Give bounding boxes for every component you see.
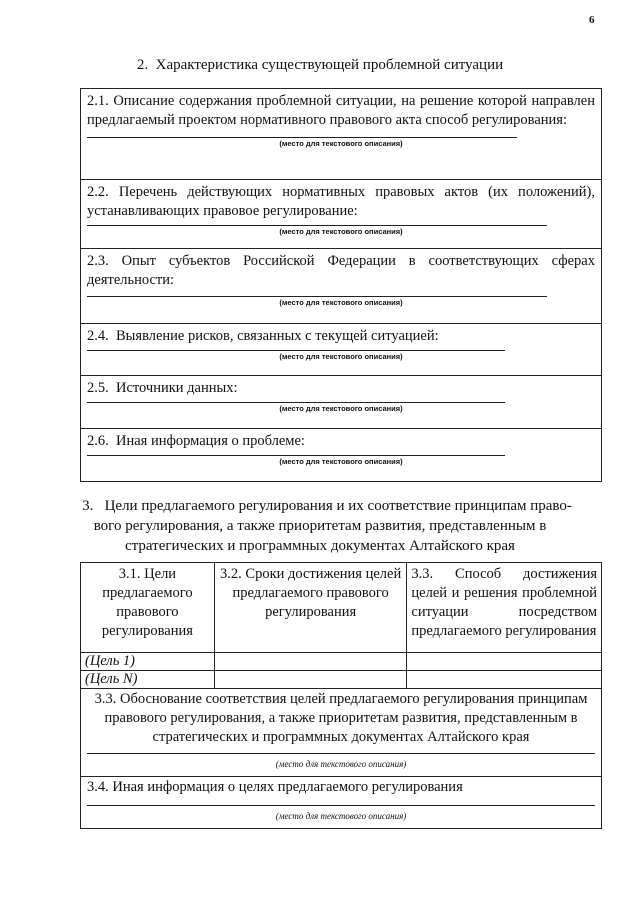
section-2-title: 2. Характеристика существующей проблемной ситуации	[136, 57, 504, 73]
item-2-4-text: 2.4. Выявление рисков, связанных с текущей ситуацией:	[87, 328, 439, 344]
section-3-title-line-3: стратегических и программных документах Алтайского края	[125, 538, 515, 554]
item-2-6-fill-line[interactable]	[87, 455, 505, 456]
item-2-6-text: 2.6. Иная информация о проблеме:	[87, 433, 305, 449]
section-2-box	[80, 88, 602, 482]
other-info-row	[81, 777, 602, 829]
goal-1-method-cell[interactable]	[407, 653, 602, 671]
other-info-cell	[81, 777, 602, 829]
item-2-5-text: 2.5. Источники данных:	[87, 380, 238, 396]
goal-1-label: (Цель 1)	[81, 653, 215, 671]
goal-n-label: (Цель N)	[81, 671, 215, 689]
item-2-5-fill-line[interactable]	[87, 402, 505, 403]
item-2-4	[81, 324, 601, 376]
item-2-6	[81, 429, 601, 481]
item-2-2-text: 2.2. Перечень действующих нормативных правовых актов (их положений), устанавливающих правовое регулирование:	[87, 184, 595, 219]
goal-row-n	[81, 671, 602, 689]
item-2-3	[81, 249, 601, 324]
item-2-1	[81, 89, 601, 180]
page-number: 6	[589, 14, 595, 26]
item-2-2-fill-line[interactable]	[87, 225, 547, 226]
justification-text: 3.3. Обоснование соответствия целей предлагаемого регулирования принципам правового регулирования, а также приоритетам развития, представленным в стратегических и программных документах Алтайского края	[94, 691, 588, 745]
item-2-2-hint: (место для текстового описания)	[279, 227, 403, 236]
goals-col-header-2: 3.2. Сроки достижения целей предлагаемого правового регулирования	[214, 563, 407, 653]
goal-n-term-cell[interactable]	[214, 671, 407, 689]
item-2-1-hint: (место для текстового описания)	[279, 139, 403, 148]
item-2-4-hint: (место для текстового описания)	[279, 352, 403, 361]
other-info-fill-line[interactable]	[87, 805, 595, 806]
item-2-4-fill-line[interactable]	[87, 350, 505, 351]
justification-cell	[81, 689, 602, 777]
item-2-5	[81, 376, 601, 429]
item-2-1-fill-line[interactable]	[87, 137, 517, 138]
section-3-title-line-2: вого регулирования, а также приоритетам развития, представленным в	[93, 518, 547, 534]
item-2-3-hint: (место для текстового описания)	[279, 298, 403, 307]
item-2-6-hint: (место для текстового описания)	[279, 457, 403, 466]
other-info-text: 3.4. Иная информация о целях предлагаемого регулирования	[87, 779, 463, 795]
other-info-hint: (место для текстового описания)	[275, 811, 407, 821]
goals-header-row	[81, 563, 602, 653]
justification-hint: (место для текстового описания)	[275, 759, 407, 769]
item-2-1-text: 2.1. Описание содержания проблемной ситуации, на решение которой направлен предлагаемый проектом нормативного правового акта способ регулирования:	[87, 93, 595, 128]
goal-row-1	[81, 653, 602, 671]
goal-n-method-cell[interactable]	[407, 671, 602, 689]
goals-col-header-1: 3.1. Цели предлагаемого правового регулирования	[81, 563, 215, 653]
item-2-5-hint: (место для текстового описания)	[279, 404, 403, 413]
section-3-title	[0, 496, 640, 556]
goals-table	[80, 562, 602, 829]
goals-col-header-3: 3.3. Способ достижения целей и решения проблемной ситуации посредством предлагаемого регулирования	[407, 563, 602, 653]
item-2-2	[81, 180, 601, 249]
item-2-3-text: 2.3. Опыт субъектов Российской Федерации в соответствующих сферах деятельности:	[87, 253, 595, 288]
justification-row	[81, 689, 602, 777]
item-2-3-fill-line[interactable]	[87, 296, 547, 297]
justification-fill-line[interactable]	[87, 753, 595, 754]
goal-1-term-cell[interactable]	[214, 653, 407, 671]
section-3-title-line-1: 3. Цели предлагаемого регулирования и их соответствие принципам право-	[82, 498, 572, 514]
